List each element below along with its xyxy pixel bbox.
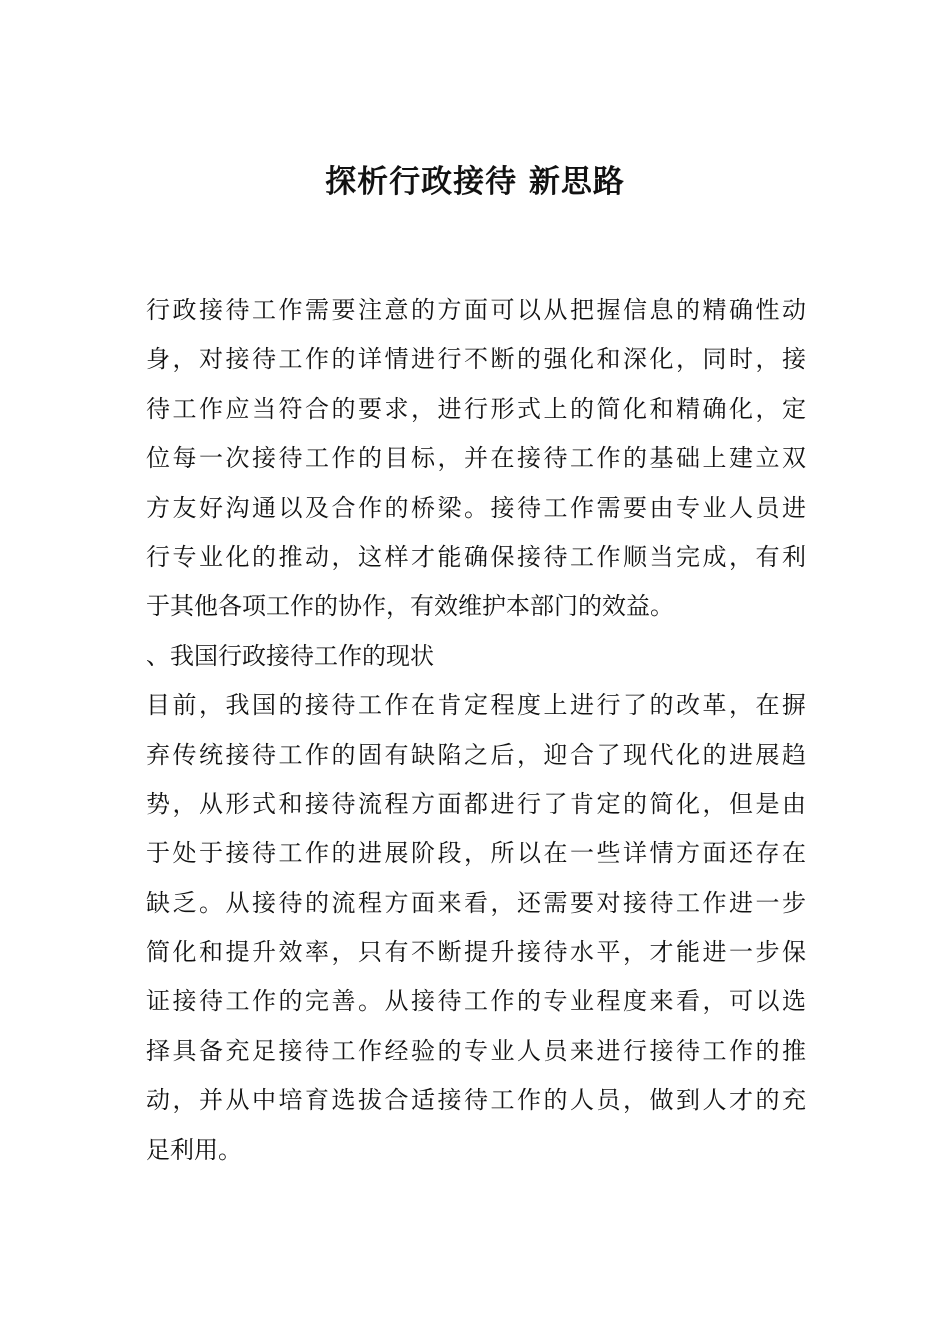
paragraph-intro [146, 286, 806, 632]
text-line: 证接待工作的完善。从接待工作的专业程度来看，可以选 [146, 987, 806, 1016]
text-line: 于其他各项工作的协作，有效维护本部门的效益。 [146, 592, 674, 621]
text-line: 势，从形式和接待流程方面都进行了肯定的简化，但是由 [146, 789, 806, 818]
text-line: 行政接待工作需要注意的方面可以从把握信息的精确性动 [146, 296, 806, 324]
text-line: 动，并从中培育选拔合适接待工作的人员，做到人才的充 [146, 1086, 806, 1115]
text-line: 足利用。 [146, 1135, 242, 1164]
text-line: 择具备充足接待工作经验的专业人员来进行接待工作的推 [146, 1036, 806, 1065]
section-heading-text: 、我国行政接待工作的现状 [146, 641, 434, 670]
text-line: 缺乏。从接待的流程方面来看，还需要对接待工作进一步 [146, 888, 806, 917]
text-line: 待工作应当符合的要求，进行形式上的简化和精确化，定 [146, 394, 806, 423]
text-line: 简化和提升效率，只有不断提升接待水平，才能进一步保 [146, 938, 806, 967]
text-line: 目前，我国的接待工作在肯定程度上进行了的改革，在摒 [146, 691, 806, 720]
document-body [146, 286, 806, 1175]
section-heading [146, 632, 806, 681]
text-line: 于处于接待工作的进展阶段，所以在一些详情方面还存在 [146, 839, 806, 868]
text-line: 弃传统接待工作的固有缺陷之后，迎合了现代化的进展趋 [146, 740, 806, 769]
paragraph-status [146, 681, 806, 1175]
text-line: 方友好沟通以及合作的桥梁。接待工作需要由专业人员进 [146, 493, 806, 522]
text-line: 行专业化的推动，这样才能确保接待工作顺当完成，有利 [146, 542, 806, 571]
text-line: 身，对接待工作的详情进行不断的强化和深化，同时，接 [146, 345, 806, 374]
text-line: 位每一次接待工作的目标，并在接待工作的基础上建立双 [146, 444, 806, 473]
document-title: 探析行政接待 新思路 [325, 164, 625, 200]
